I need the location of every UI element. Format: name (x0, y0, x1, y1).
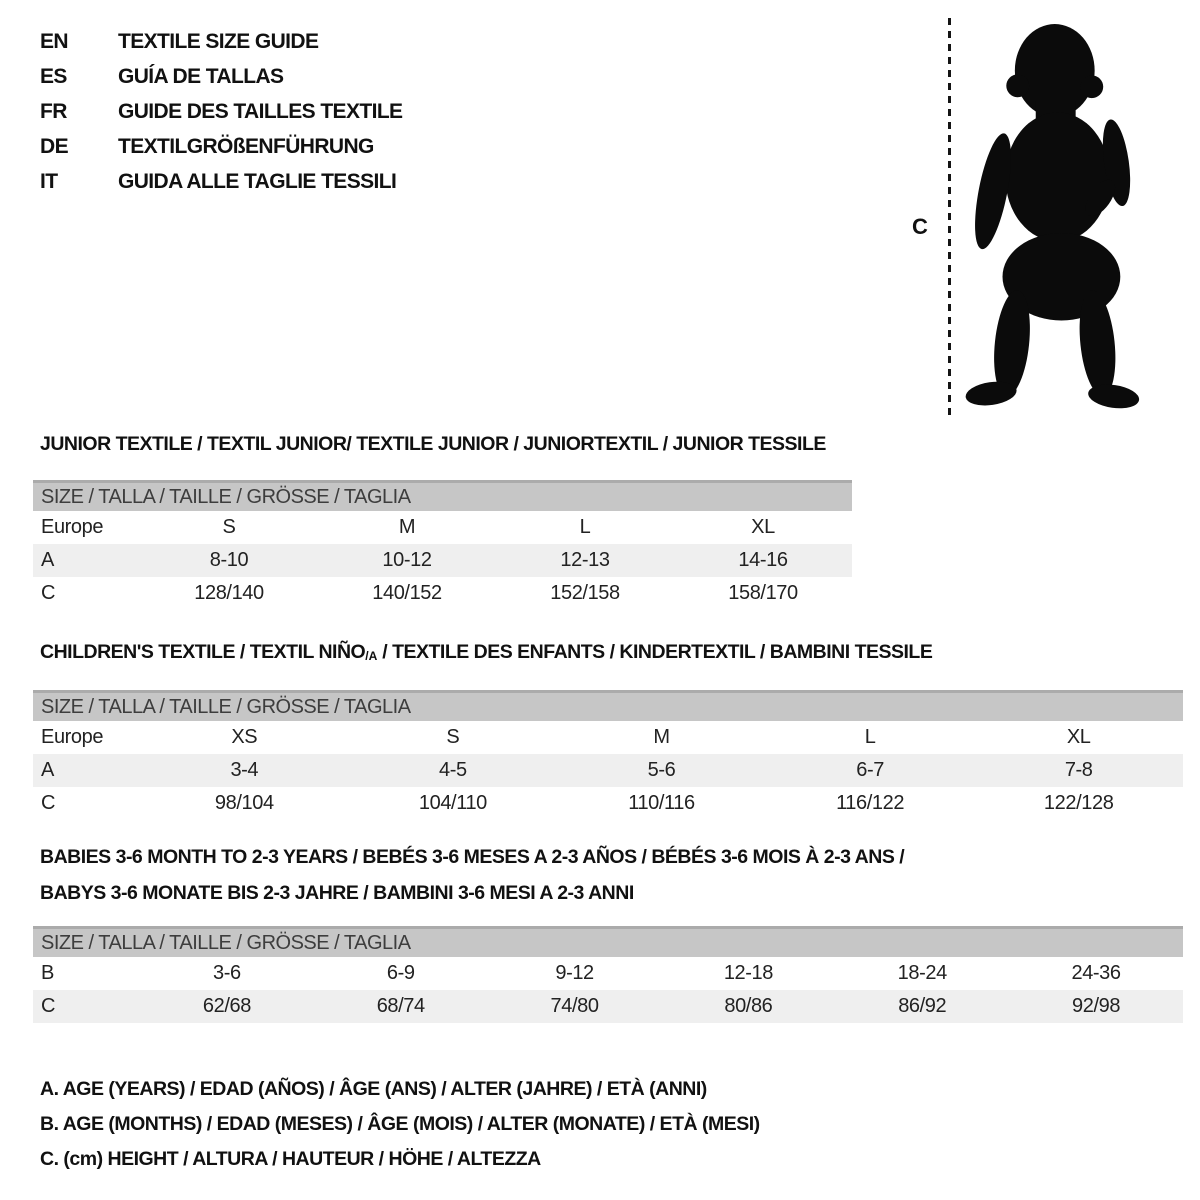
children-height-row (33, 787, 1183, 820)
height-cell: 128/140 (194, 582, 264, 604)
height-cell: 152/158 (550, 582, 620, 604)
measure-legend (40, 1072, 760, 1177)
language-row-fr (40, 94, 402, 129)
row-label: C (41, 582, 56, 604)
junior-section-title: JUNIOR TEXTILE / TEXTIL JUNIOR/ TEXTILE JUNIOR / JUNIORTEXTIL / JUNIOR TESSILE (40, 433, 826, 455)
age-cell: 8-10 (209, 549, 249, 571)
children-region-row (33, 721, 1183, 754)
legend-height-cm: C. (cm) HEIGHT / ALTURA / HAUTEUR / HÖHE / ALTEZZA (40, 1148, 541, 1170)
junior-region-row (33, 511, 852, 544)
language-code: ES (40, 65, 67, 88)
height-cell: 62/68 (202, 995, 251, 1017)
junior-height-row (33, 577, 852, 610)
row-label: A (41, 549, 54, 571)
language-code: IT (40, 170, 58, 193)
row-label: C (41, 792, 56, 814)
height-cell: 68/74 (376, 995, 425, 1017)
age-cell: 3-4 (230, 759, 259, 781)
height-cell: 98/104 (214, 792, 274, 814)
months-cell: 3-6 (213, 962, 241, 984)
size-cell: XS (231, 726, 258, 748)
height-cell: 140/152 (372, 582, 442, 604)
months-cell: 12-18 (723, 962, 773, 984)
children-title-subscript: /A (365, 649, 378, 663)
language-title: TEXTILGRÖßENFÜHRUNG (118, 135, 374, 158)
babies-months-row (33, 957, 1183, 990)
months-cell: 9-12 (555, 962, 594, 984)
children-title-text: / TEXTILE DES ENFANTS / KINDERTEXTIL / BAMBINI TESSILE (377, 641, 933, 663)
row-label: C (41, 995, 56, 1017)
age-cell: 10-12 (382, 549, 432, 571)
language-row-en (40, 24, 402, 59)
months-cell: 6-9 (386, 962, 415, 984)
babies-height-row (33, 990, 1183, 1023)
language-code: FR (40, 100, 67, 123)
language-row-es (40, 59, 402, 94)
legend-age-months: B. AGE (MONTHS) / EDAD (MESES) / ÂGE (MOIS) / ALTER (MONATE) / ETÀ (MESI) (40, 1113, 760, 1135)
babies-size-header: SIZE / TALLA / TAILLE / GRÖSSE / TAGLIA (33, 926, 1183, 957)
language-row-it (40, 164, 402, 199)
height-measure-dashed-line (948, 18, 951, 416)
language-title: GUÍA DE TALLAS (118, 65, 284, 88)
height-cell: 74/80 (550, 995, 599, 1017)
height-cell: 86/92 (898, 995, 947, 1017)
language-title: GUIDE DES TAILLES TEXTILE (118, 100, 403, 123)
children-size-table (33, 690, 1183, 820)
size-cell: XL (1066, 726, 1091, 748)
children-title-text: CHILDREN'S TEXTILE / TEXTIL NIÑO (40, 641, 366, 663)
language-row-de (40, 129, 402, 164)
language-code: DE (40, 135, 68, 158)
size-cell: L (864, 726, 876, 748)
language-title: TEXTILE SIZE GUIDE (118, 30, 319, 53)
junior-age-row (33, 544, 852, 577)
height-cell: 110/116 (628, 792, 695, 814)
junior-size-header: SIZE / TALLA / TAILLE / GRÖSSE / TAGLIA (33, 480, 852, 511)
age-cell: 7-8 (1064, 759, 1093, 781)
toddler-silhouette-icon (955, 10, 1145, 420)
height-cell: 92/98 (1072, 995, 1121, 1017)
age-cell: 6-7 (856, 759, 884, 781)
language-title: GUIDA ALLE TAGLIE TESSILI (118, 170, 397, 193)
size-cell: M (398, 516, 416, 538)
language-code: EN (40, 30, 68, 53)
row-label: Europe (41, 726, 104, 748)
height-cell: 122/128 (1043, 792, 1114, 814)
size-cell: S (446, 726, 460, 748)
children-size-header: SIZE / TALLA / TAILLE / GRÖSSE / TAGLIA (33, 690, 1183, 721)
babies-section-title-line1: BABIES 3-6 MONTH TO 2-3 YEARS / BEBÉS 3-6 MESES A 2-3 AÑOS / BÉBÉS 3-6 MOIS À 2-3 ANS / (40, 846, 905, 868)
language-title-list (40, 24, 402, 199)
age-cell: 12-13 (560, 549, 610, 571)
months-cell: 24-36 (1071, 962, 1121, 984)
size-cell: M (653, 726, 670, 748)
row-label: B (41, 962, 54, 984)
junior-size-table (33, 480, 852, 610)
height-cell: 158/170 (728, 582, 798, 604)
size-cell: L (579, 516, 591, 538)
legend-age-years: A. AGE (YEARS) / EDAD (AÑOS) / ÂGE (ANS) / ALTER (JAHRE) / ETÀ (ANNI) (40, 1078, 707, 1100)
babies-size-table (33, 926, 1183, 1023)
size-cell: S (222, 516, 236, 538)
height-measure-label: C (912, 214, 928, 239)
size-cell: XL (751, 516, 775, 538)
months-cell: 18-24 (897, 962, 947, 984)
row-label: Europe (41, 516, 104, 538)
height-cell: 80/86 (724, 995, 773, 1017)
age-cell: 4-5 (439, 759, 467, 781)
row-label: A (41, 759, 54, 781)
children-section-title (40, 641, 932, 664)
height-cell: 104/110 (418, 792, 487, 814)
age-cell: 5-6 (647, 759, 676, 781)
babies-section-title-line2: BABYS 3-6 MONATE BIS 2-3 JAHRE / BAMBINI 3-6 MESI A 2-3 ANNI (40, 882, 634, 904)
children-age-row (33, 754, 1183, 787)
height-cell: 116/122 (836, 792, 905, 814)
age-cell: 14-16 (738, 549, 788, 571)
